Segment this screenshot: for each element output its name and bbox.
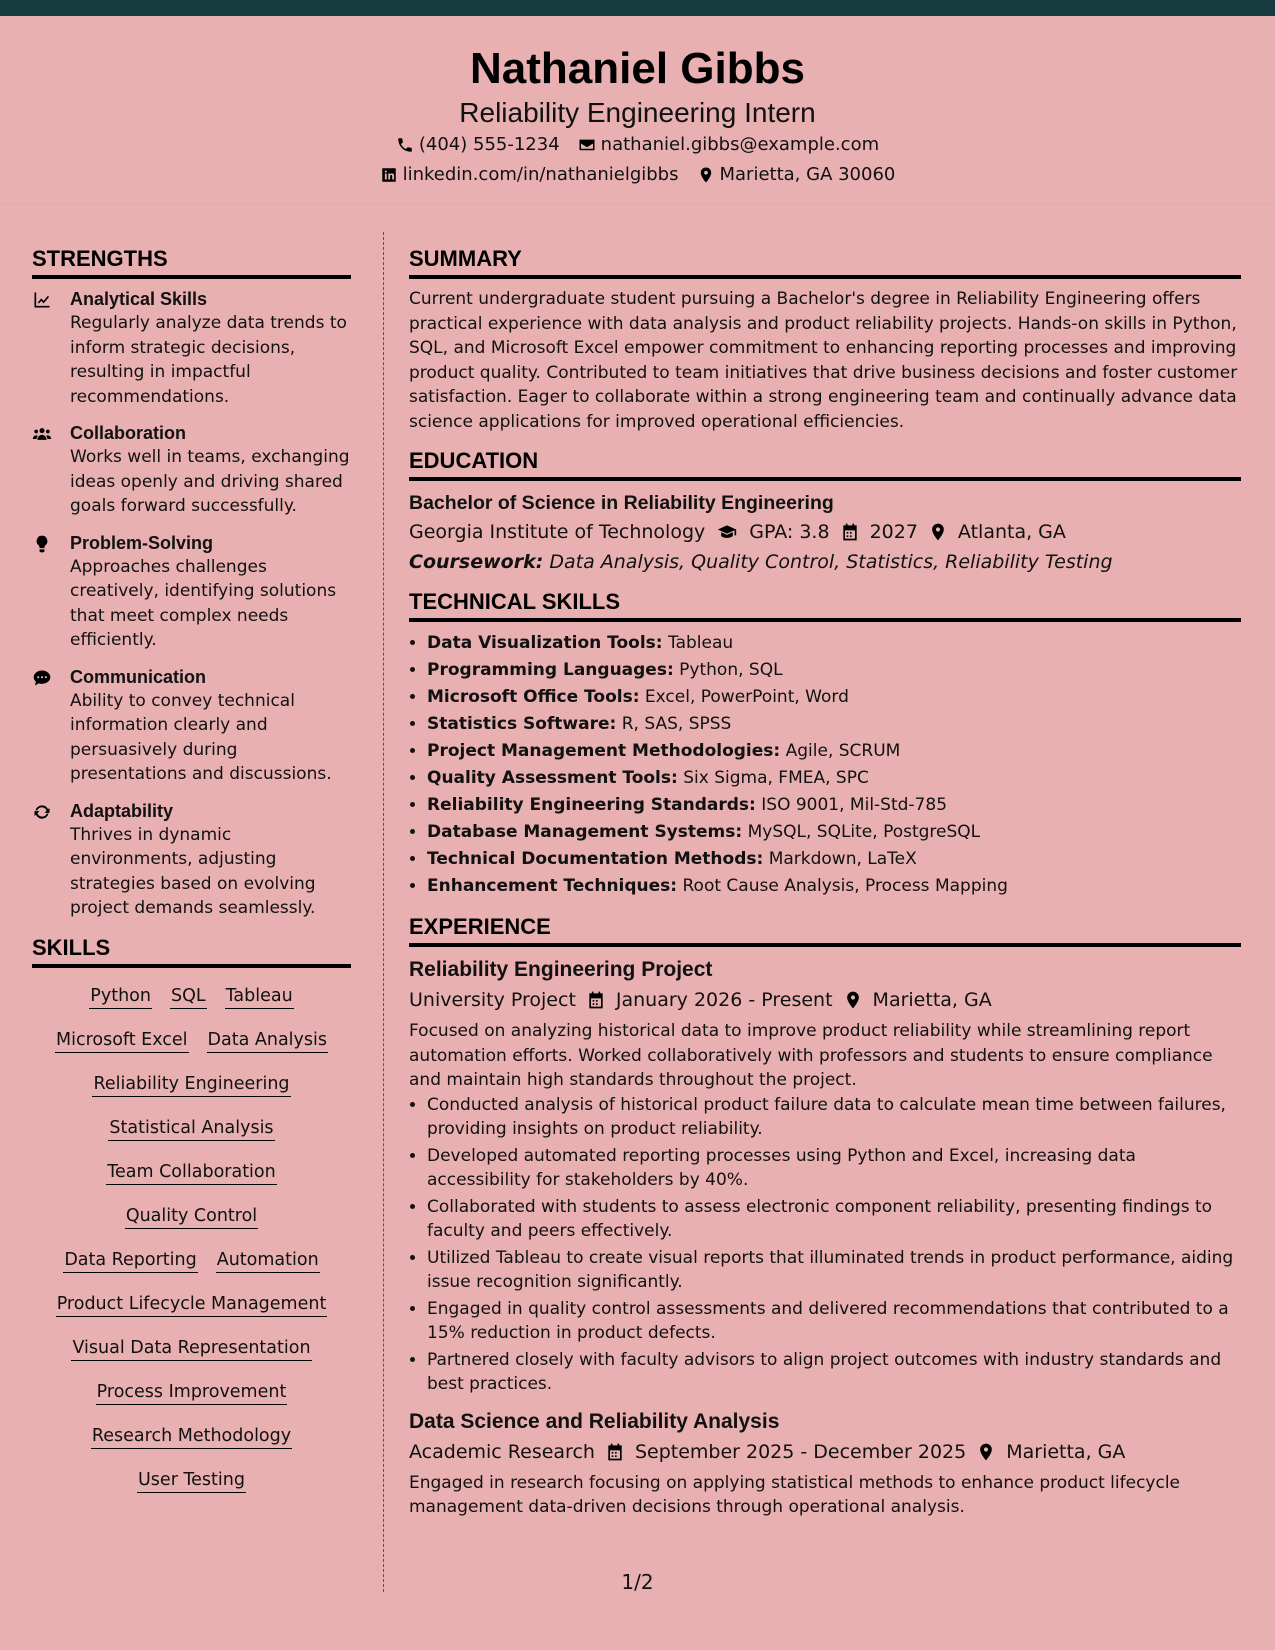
page-number: 1/2 (621, 1570, 654, 1594)
skill-tag: SQL (170, 984, 207, 1009)
skill-tag: Team Collaboration (106, 1160, 276, 1185)
email-contact[interactable] (578, 130, 879, 160)
list-item (427, 765, 1241, 792)
tech-skill-label: Microsoft Office Tools: (427, 687, 640, 707)
map-marker-icon (976, 1442, 996, 1462)
tech-skill-label: Data Visualization Tools: (427, 633, 663, 653)
skill-tag: Automation (216, 1248, 320, 1273)
experience-entry (409, 1407, 1241, 1520)
skill-tag: Tableau (225, 984, 294, 1009)
list-item (427, 657, 1241, 684)
degree-name: Bachelor of Science in Reliability Engineering (409, 492, 834, 514)
tech-skill-value: Agile, SCRUM (785, 741, 901, 761)
coursework-list: Data Analysis, Quality Control, Statistics, Reliability Testing (549, 551, 1113, 573)
education-heading: EDUCATION (409, 448, 1241, 481)
tech-skill-value: ISO 9001, Mil-Std-785 (761, 795, 948, 815)
skill-tag: Visual Data Representation (71, 1336, 311, 1361)
summary-text: Current undergraduate student pursuing a Bachelor's degree in Reliability Engineering offers practical experience with data analysis and product reliability projects. Hands-on skills in Python, SQL, and Microsoft Excel empower commitment to enhancing reporting processes and improving product quality. Contributed to team initiatives that drive business decisions and foster customer satisfaction. Eager to collaborate within a strong engineering team and continually advance data science applications for improved operational efficiencies. (409, 289, 1238, 432)
coursework-label: Coursework: (409, 551, 544, 573)
technical-skills-heading: TECHNICAL SKILLS (409, 589, 1241, 622)
phone-text: (404) 555-1234 (418, 134, 560, 155)
skill-tag: Data Analysis (207, 1028, 328, 1053)
school-location: Atlanta, GA (957, 521, 1066, 543)
skill-tag: Research Methodology (91, 1424, 292, 1449)
linkedin-text: linkedin.com/in/nathanielgibbs (402, 164, 679, 185)
job-meta (409, 1437, 1241, 1467)
phone-contact[interactable] (396, 130, 560, 160)
list-item (427, 738, 1241, 765)
skill-tag: User Testing (137, 1468, 246, 1493)
education-meta (409, 517, 1241, 547)
job-bullets (409, 1093, 1241, 1397)
contact-row-1 (0, 130, 1275, 160)
job-org: Academic Research (409, 1440, 595, 1463)
coursework-line (409, 547, 1241, 577)
tech-skill-value: R, SAS, SPSS (621, 714, 732, 734)
strengths-heading: STRENGTHS (32, 246, 351, 279)
skill-tag: Product Lifecycle Management (56, 1292, 328, 1317)
tech-skill-value: Tableau (668, 633, 734, 653)
candidate-title: Reliability Engineering Intern (459, 97, 816, 128)
list-item: • Developed automated reporting processes using Python and Excel, increasing data accessibility for stakeholders by 40%. (427, 1144, 1241, 1193)
list-item (427, 630, 1241, 657)
job-dates: January 2026 - Present (615, 989, 833, 1011)
top-accent-bar (0, 0, 1275, 16)
calendar-icon (605, 1442, 625, 1462)
summary-heading: SUMMARY (409, 246, 1241, 279)
comment-icon (32, 668, 52, 688)
strength-title: Adaptability (70, 800, 174, 821)
graduation-year: 2027 (869, 521, 918, 543)
list-item (427, 711, 1241, 738)
experience-entry (409, 955, 1241, 1397)
technical-skills-list (409, 630, 1241, 900)
graduation-cap-icon (715, 522, 739, 542)
strength-title: Communication (70, 666, 207, 687)
strength-item (32, 421, 351, 519)
linkedin-icon (380, 166, 398, 184)
strength-title: Collaboration (70, 423, 186, 443)
linkedin-contact[interactable] (380, 160, 679, 190)
map-marker-icon (928, 522, 948, 542)
gpa-text: GPA: 3.8 (749, 521, 830, 543)
calendar-icon (586, 990, 606, 1010)
list-item (427, 684, 1241, 711)
envelope-icon (578, 136, 596, 154)
tech-skill-value: Six Sigma, FMEA, SPC (683, 768, 869, 788)
list-item: • Utilized Tableau to create visual reports that illuminated trends in product performance, aiding issue recognition significantly. (427, 1246, 1241, 1295)
tech-skill-label: Project Management Methodologies: (427, 741, 781, 761)
left-column (32, 246, 351, 1504)
job-location: Marietta, GA (1006, 1440, 1126, 1463)
skill-tag: Data Reporting (63, 1248, 197, 1273)
tech-skill-label: Database Management Systems: (427, 822, 743, 842)
list-item (427, 819, 1241, 846)
strength-title: Analytical Skills (70, 289, 208, 309)
tech-skill-label: Programming Languages: (427, 660, 674, 680)
location-text: Marietta, GA 30060 (719, 164, 896, 185)
tech-skill-label: Enhancement Techniques: (427, 876, 678, 896)
strength-title: Problem-Solving (70, 532, 214, 553)
skills-tag-cloud (32, 976, 351, 1504)
tech-skill-value: MySQL, SQLite, PostgreSQL (747, 822, 981, 842)
phone-icon (396, 136, 414, 154)
skill-tag: Reliability Engineering (92, 1072, 290, 1097)
strength-desc: Thrives in dynamic environments, adjusting strategies based on evolving project demands seamlessly. (70, 824, 316, 918)
location-contact (697, 160, 896, 190)
resume-header (0, 16, 1275, 205)
strength-item (32, 531, 351, 653)
job-location: Marietta, GA (872, 989, 992, 1011)
chart-line-icon (32, 290, 52, 310)
calendar-icon (840, 522, 860, 542)
tech-skill-value: Python, SQL (679, 660, 783, 680)
strength-item (32, 665, 351, 787)
list-item: • Conducted analysis of historical product failure data to calculate mean time between failures, providing insights on product reliability. (427, 1093, 1241, 1142)
map-marker-icon (697, 166, 715, 184)
contact-row-2 (0, 160, 1275, 190)
tech-skill-value: Root Cause Analysis, Process Mapping (682, 876, 1008, 896)
job-title: Data Science and Reliability Analysis (409, 1409, 780, 1433)
tech-skill-value: Markdown, LaTeX (768, 849, 917, 869)
skills-heading: SKILLS (32, 935, 351, 968)
list-item: • Partnered closely with faculty advisors to align project outcomes with industry standards and best practices. (427, 1348, 1241, 1397)
list-item (427, 846, 1241, 873)
skill-tag: Python (89, 984, 152, 1009)
skill-tag: Process Improvement (96, 1380, 288, 1405)
list-item (427, 792, 1241, 819)
job-description: Focused on analyzing historical data to improve product reliability while streamlining report automation efforts. Worked collaboratively with professors and students to ensure compliance and maintain high standards throughout the project. (409, 1021, 1213, 1090)
experience-heading: EXPERIENCE (409, 914, 1241, 947)
column-divider (383, 232, 384, 1592)
tech-skill-label: Reliability Engineering Standards: (427, 795, 756, 815)
job-meta (409, 985, 1241, 1015)
job-title: Reliability Engineering Project (409, 958, 713, 981)
job-org: University Project (409, 989, 576, 1011)
job-dates: September 2025 - December 2025 (634, 1440, 967, 1463)
tech-skill-label: Statistics Software: (427, 714, 617, 734)
list-item (427, 873, 1241, 900)
strength-desc: Approaches challenges creatively, identifying solutions that meet complex needs efficiently. (70, 556, 337, 650)
skill-tag: Quality Control (125, 1204, 258, 1229)
map-marker-icon (843, 990, 863, 1010)
strength-desc: Works well in teams, exchanging ideas openly and driving shared goals forward successfully. (70, 447, 350, 516)
list-item: • Engaged in quality control assessments and delivered recommendations that contributed to a 15% reduction in product defects. (427, 1297, 1241, 1346)
strength-item (32, 799, 351, 921)
tech-skill-value: Excel, PowerPoint, Word (644, 687, 849, 707)
job-description: Engaged in research focusing on applying statistical methods to enhance product lifecycle management data-driven decisions through operational analysis. (409, 1472, 1181, 1517)
list-item: • Collaborated with students to assess electronic component reliability, presenting findings to faculty and peers effectively. (427, 1195, 1241, 1244)
right-column (409, 246, 1241, 1520)
candidate-name: Nathaniel Gibbs (470, 44, 805, 93)
skill-tag: Microsoft Excel (55, 1028, 189, 1053)
strength-desc: Ability to convey technical information clearly and persuasively during presentations and discussions. (70, 690, 332, 784)
users-icon (32, 424, 52, 444)
skill-tag: Statistical Analysis (108, 1116, 274, 1141)
email-text: nathaniel.gibbs@example.com (600, 134, 880, 155)
sync-icon (32, 802, 52, 822)
strength-item (32, 287, 351, 409)
lightbulb-icon (32, 534, 52, 554)
tech-skill-label: Quality Assessment Tools: (427, 768, 678, 788)
strength-desc: Regularly analyze data trends to inform strategic decisions, resulting in impactful recommendations. (70, 313, 347, 407)
tech-skill-label: Technical Documentation Methods: (427, 849, 764, 869)
school-name: Georgia Institute of Technology (409, 521, 706, 543)
